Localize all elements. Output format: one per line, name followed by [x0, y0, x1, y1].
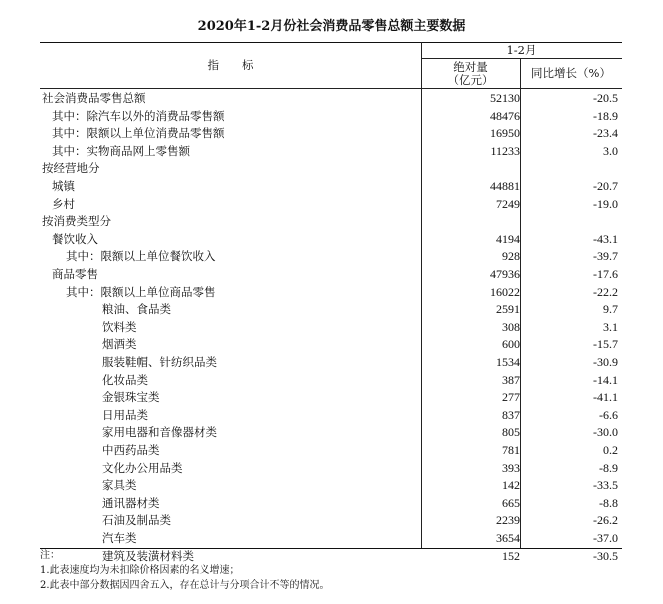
table-row — [40, 477, 622, 495]
row-label: 其中：除汽车以外的消费品零售额 — [52, 108, 225, 123]
row-growth-value: -41.1 — [593, 390, 618, 405]
row-absolute-value: 665 — [502, 495, 520, 510]
row-absolute-value: 2591 — [496, 302, 520, 317]
row-growth-value: -39.7 — [593, 249, 618, 264]
row-growth-value: -8.9 — [599, 460, 618, 475]
table-row — [40, 354, 622, 372]
row-label: 其中：实物商品网上零售额 — [52, 143, 190, 158]
row-growth-value: -20.7 — [593, 179, 618, 193]
row-growth-value: -30.9 — [593, 355, 618, 369]
table-row — [40, 178, 622, 196]
row-absolute-value: 44881 — [490, 179, 520, 193]
row-label: 化妆品类 — [102, 372, 148, 387]
table-row — [40, 266, 622, 284]
row-absolute-value: 837 — [502, 407, 520, 422]
table-row — [40, 512, 622, 530]
row-label: 金银珠宝类 — [102, 390, 160, 405]
row-absolute-value: 2239 — [496, 513, 520, 528]
row-absolute-value: 781 — [502, 443, 520, 457]
row-label: 通讯器材类 — [102, 495, 160, 510]
row-growth-value: 3.1 — [603, 319, 618, 334]
row-growth-value: -23.4 — [593, 126, 618, 141]
row-absolute-value: 11233 — [490, 143, 520, 158]
header-growth: 同比增长（%） — [531, 66, 611, 80]
row-growth-value: -17.6 — [593, 267, 618, 281]
table-row — [40, 336, 622, 354]
row-growth-value: -14.1 — [593, 372, 618, 387]
footnote-heading: 注： — [40, 550, 60, 561]
table-row — [40, 143, 622, 161]
table-row — [40, 213, 622, 231]
page-title: 2020年1-2月份社会消费品零售总额主要数据 — [197, 19, 466, 34]
row-absolute-value: 277 — [502, 390, 520, 405]
table-row — [40, 372, 622, 390]
header-period-underline — [421, 58, 622, 59]
row-absolute-value: 928 — [502, 249, 520, 264]
row-label: 乡村 — [52, 196, 75, 211]
row-absolute-value: 3654 — [496, 531, 520, 545]
header-indicator: 指 标 — [207, 58, 254, 72]
row-absolute-value: 4194 — [496, 231, 520, 246]
row-label: 建筑及装潢材料类 — [102, 548, 194, 563]
row-growth-value: -30.5 — [593, 548, 618, 563]
table-row — [40, 196, 622, 214]
row-growth-value: -43.1 — [593, 231, 618, 246]
row-absolute-value: 1534 — [496, 355, 520, 369]
table-row — [40, 108, 622, 126]
footnote-1: 1.此表速度均为未扣除价格因素的名义增速； — [40, 565, 240, 576]
row-absolute-value: 308 — [502, 319, 520, 334]
row-label: 服装鞋帽、针纺织品类 — [102, 355, 217, 369]
header-absolute — [421, 61, 520, 87]
table-row — [40, 407, 622, 425]
row-growth-value: -18.9 — [593, 108, 618, 123]
row-growth-value: 0.2 — [603, 443, 618, 457]
row-absolute-value: 47936 — [490, 267, 520, 281]
row-label: 其中：限额以上单位商品零售 — [66, 284, 216, 299]
table-row — [40, 389, 622, 407]
row-label: 文化办公用品类 — [102, 460, 183, 475]
header-period: 1-2月 — [506, 43, 537, 57]
row-growth-value: -30.0 — [593, 425, 618, 440]
row-growth-value: -26.2 — [593, 513, 618, 528]
row-growth-value: -19.0 — [593, 196, 618, 211]
row-growth-value: -33.5 — [593, 478, 618, 493]
row-absolute-value: 805 — [502, 425, 520, 440]
footnote-2: 2.此表中部分数据因四舍五入，存在总计与分项合计不等的情况。 — [40, 580, 330, 591]
row-absolute-value: 142 — [502, 478, 520, 493]
row-label: 社会消费品零售总额 — [42, 91, 146, 105]
row-label: 家用电器和音像器材类 — [102, 425, 217, 440]
row-absolute-value: 16022 — [490, 284, 520, 299]
table-row — [40, 301, 622, 319]
header-bottom-border — [40, 88, 622, 89]
table-row — [40, 442, 622, 460]
row-label: 城镇 — [52, 179, 75, 193]
row-label: 家具类 — [102, 478, 137, 493]
row-label: 其中：限额以上单位餐饮收入 — [66, 249, 216, 264]
table-row — [40, 90, 622, 108]
row-growth-value: -37.0 — [593, 531, 618, 545]
row-growth-value: -22.2 — [593, 284, 618, 299]
row-label: 汽车类 — [102, 531, 137, 545]
row-growth-value: -20.5 — [593, 91, 618, 105]
row-label: 餐饮收入 — [52, 231, 98, 246]
header-absolute-line1: 绝对量 — [453, 60, 488, 74]
row-label: 饮料类 — [102, 319, 137, 334]
table-row — [40, 495, 622, 513]
table-row — [40, 231, 622, 249]
row-label: 烟酒类 — [102, 337, 137, 352]
row-absolute-value: 393 — [502, 460, 520, 475]
row-growth-value: 3.0 — [603, 143, 618, 158]
row-label: 商品零售 — [52, 267, 98, 281]
row-absolute-value: 48476 — [490, 108, 520, 123]
row-label: 日用品类 — [102, 407, 148, 422]
row-growth-value: 9.7 — [603, 302, 618, 317]
row-absolute-value: 600 — [502, 337, 520, 352]
table-row — [40, 125, 622, 143]
row-label: 其中：限额以上单位消费品零售额 — [52, 126, 225, 141]
table-row — [40, 160, 622, 178]
row-absolute-value: 16950 — [490, 126, 520, 141]
row-growth-value: -6.6 — [599, 407, 618, 422]
table-row — [40, 530, 622, 548]
footnotes — [40, 548, 330, 593]
row-absolute-value: 7249 — [496, 196, 520, 211]
row-label: 石油及制品类 — [102, 513, 171, 528]
row-label: 按经营地分 — [42, 161, 100, 176]
row-label: 按消费类型分 — [42, 214, 111, 229]
row-absolute-value: 52130 — [490, 91, 520, 105]
row-growth-value: -15.7 — [593, 337, 618, 352]
table-row — [40, 248, 622, 266]
row-absolute-value: 152 — [502, 548, 520, 563]
table-row — [40, 460, 622, 478]
header-absolute-line2: （亿元） — [447, 73, 494, 87]
row-growth-value: -8.8 — [599, 495, 618, 510]
row-label: 中西药品类 — [102, 443, 160, 457]
table-row — [40, 424, 622, 442]
table-row — [40, 319, 622, 337]
row-absolute-value: 387 — [502, 372, 520, 387]
table-row — [40, 284, 622, 302]
row-label: 粮油、食品类 — [102, 302, 171, 317]
